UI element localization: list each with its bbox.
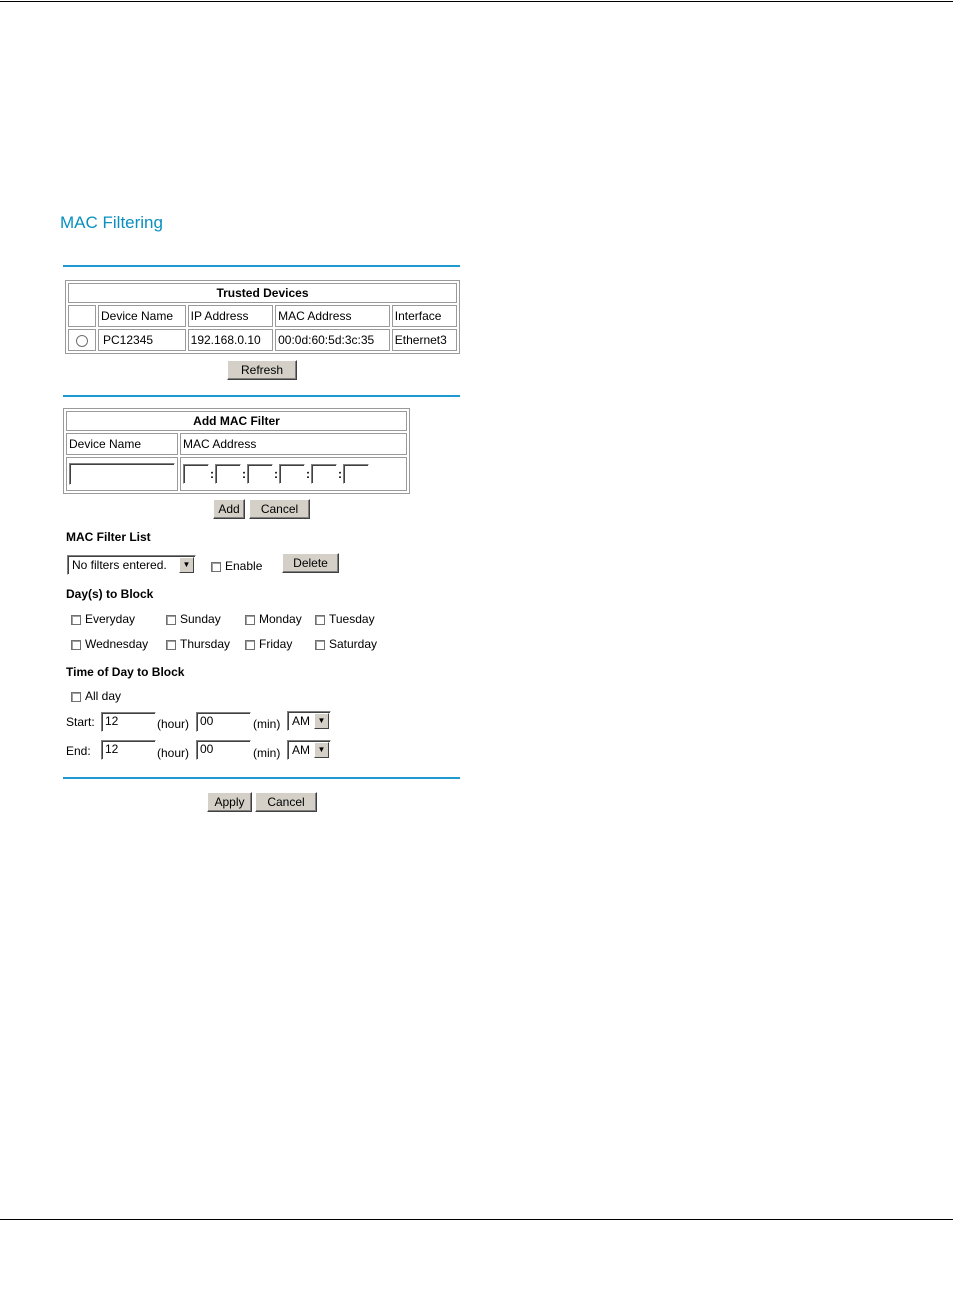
mac-filter-list-value: No filters entered. [72, 558, 167, 572]
mac-separator: : [338, 467, 342, 481]
enable-label: Enable [225, 559, 263, 573]
mac-separator: : [242, 467, 246, 481]
delete-button[interactable]: Delete [282, 553, 339, 573]
add-mac-filter-table [63, 408, 410, 494]
end-ampm-value: AM [292, 743, 310, 757]
chevron-down-icon[interactable]: ▼ [179, 557, 194, 573]
chevron-down-icon[interactable]: ▼ [314, 742, 329, 758]
mac-separator: : [274, 467, 278, 481]
chevron-down-icon[interactable]: ▼ [314, 713, 329, 729]
wednesday-checkbox[interactable] [71, 640, 81, 650]
day-option-monday [245, 612, 302, 626]
table-header-row [68, 305, 457, 327]
end-min-unit: (min) [253, 746, 281, 760]
divider [63, 395, 460, 397]
refresh-button[interactable]: Refresh [227, 360, 297, 380]
days-to-block-heading: Day(s) to Block [66, 587, 154, 601]
end-label: End: [66, 744, 91, 758]
mac-filter-list-heading: MAC Filter List [66, 530, 151, 544]
time-of-day-heading: Time of Day to Block [66, 665, 185, 679]
device-radio-button[interactable] [76, 335, 88, 347]
column-header-mac-address: MAC Address [275, 305, 390, 327]
start-ampm-select[interactable] [287, 711, 331, 731]
day-option-everyday [71, 612, 135, 626]
mac-octet-6-input[interactable] [343, 464, 369, 484]
column-header-interface: Interface [392, 305, 457, 327]
device-select-cell [68, 329, 96, 351]
wednesday-label: Wednesday [85, 637, 149, 651]
day-option-friday [245, 637, 292, 651]
friday-label: Friday [259, 637, 293, 651]
divider [63, 777, 460, 779]
cancel-add-button[interactable]: Cancel [249, 499, 310, 519]
device-name-cell: PC12345 [98, 329, 186, 351]
enable-checkbox[interactable] [211, 562, 221, 572]
start-min-input[interactable]: 00 [196, 712, 251, 732]
mac-octet-3-input[interactable] [247, 464, 273, 484]
device-name-label: Device Name [66, 433, 178, 455]
start-min-unit: (min) [253, 717, 281, 731]
mac-octet-5-input[interactable] [311, 464, 337, 484]
everyday-label: Everyday [85, 612, 136, 626]
day-option-tuesday [315, 612, 375, 626]
mac-octet-2-input[interactable] [215, 464, 241, 484]
mac-octet-4-input[interactable] [279, 464, 305, 484]
end-ampm-select[interactable] [287, 740, 331, 760]
day-option-sunday [166, 612, 221, 626]
device-name-input[interactable] [69, 463, 175, 485]
mac-separator: : [306, 467, 310, 481]
page-title: MAC Filtering [60, 213, 163, 232]
tuesday-checkbox[interactable] [315, 615, 325, 625]
day-option-thursday [166, 637, 230, 651]
sunday-checkbox[interactable] [166, 615, 176, 625]
friday-checkbox[interactable] [245, 640, 255, 650]
device-name-cell [66, 457, 178, 491]
mac-separator: : [210, 467, 214, 481]
start-hour-unit: (hour) [157, 717, 190, 731]
start-label: Start: [66, 715, 95, 729]
add-mac-filter-heading: Add MAC Filter [66, 411, 407, 431]
saturday-label: Saturday [329, 637, 378, 651]
divider [63, 265, 460, 267]
mac-filter-list-select[interactable] [67, 555, 196, 575]
bottom-page-rule [0, 1219, 953, 1220]
cancel-button[interactable]: Cancel [255, 792, 317, 812]
mac-address-cell: 00:0d:60:5d:3c:35 [275, 329, 390, 351]
day-option-wednesday [71, 637, 148, 651]
sunday-label: Sunday [180, 612, 221, 626]
everyday-checkbox[interactable] [71, 615, 81, 625]
all-day-label: All day [85, 689, 122, 703]
top-page-rule [0, 1, 953, 2]
mac-octet-1-input[interactable] [183, 464, 209, 484]
mac-address-inputs [180, 457, 407, 491]
end-min-input[interactable]: 00 [196, 740, 251, 760]
interface-cell: Ethernet3 [392, 329, 457, 351]
monday-checkbox[interactable] [245, 615, 255, 625]
saturday-checkbox[interactable] [315, 640, 325, 650]
column-header-device-name: Device Name [98, 305, 186, 327]
column-header-ip-address: IP Address [188, 305, 273, 327]
enable-option [211, 559, 262, 573]
ip-address-cell: 192.168.0.10 [188, 329, 273, 351]
mac-address-label: MAC Address [180, 433, 407, 455]
day-option-saturday [315, 637, 377, 651]
thursday-checkbox[interactable] [166, 640, 176, 650]
start-hour-input[interactable]: 12 [101, 712, 156, 732]
trusted-devices-heading: Trusted Devices [68, 283, 457, 303]
trusted-devices-table [65, 280, 460, 354]
apply-button[interactable]: Apply [207, 792, 252, 812]
tuesday-label: Tuesday [329, 612, 375, 626]
monday-label: Monday [259, 612, 302, 626]
select-column-header [68, 305, 96, 327]
start-ampm-value: AM [292, 714, 310, 728]
all-day-checkbox[interactable] [71, 692, 81, 702]
end-hour-input[interactable]: 12 [101, 740, 156, 760]
all-day-option [71, 689, 121, 703]
table-row [68, 329, 457, 351]
thursday-label: Thursday [180, 637, 231, 651]
add-button[interactable]: Add [213, 499, 245, 519]
end-hour-unit: (hour) [157, 746, 190, 760]
